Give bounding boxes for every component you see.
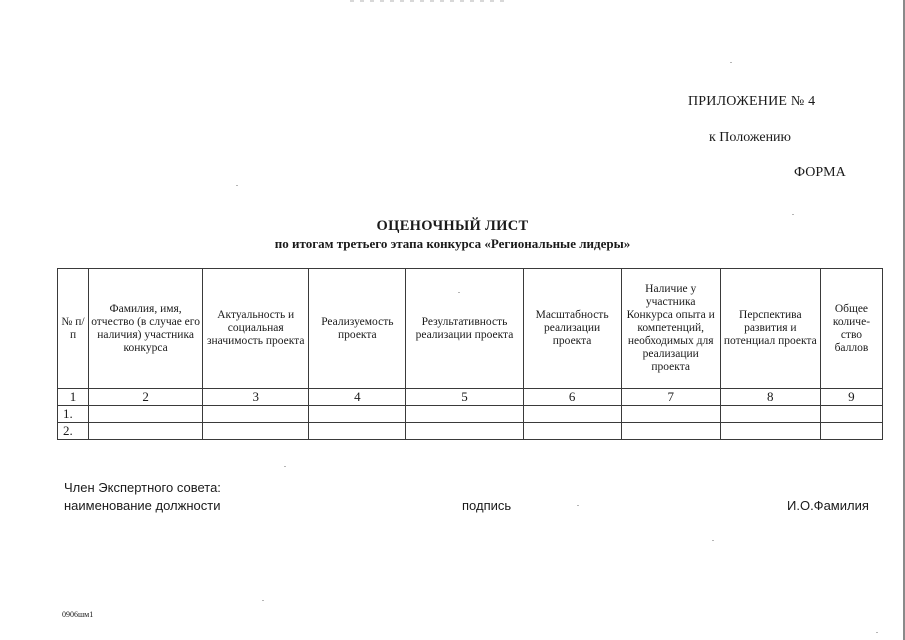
table-cell xyxy=(309,423,406,440)
column-header: Актуальность и социальная значимость проекта xyxy=(203,269,309,389)
column-number: 9 xyxy=(820,389,882,406)
table-row xyxy=(58,406,883,423)
header-row xyxy=(58,269,883,389)
table-cell xyxy=(621,406,720,423)
document-subtitle: по итогам третьего этапа конкурса «Региональные лидеры» xyxy=(274,236,631,251)
row-number: 2. xyxy=(58,423,89,440)
column-header: № п/п xyxy=(58,269,89,389)
scan-speck xyxy=(284,466,286,467)
column-number: 7 xyxy=(621,389,720,406)
form-label: ФОРМА xyxy=(794,165,846,180)
column-number: 5 xyxy=(406,389,523,406)
column-header: Общее количе-ство баллов xyxy=(820,269,882,389)
signature-label: подпись xyxy=(462,498,512,513)
column-number: 3 xyxy=(203,389,309,406)
scan-speck xyxy=(792,214,794,215)
scan-speck xyxy=(712,540,714,541)
scan-speck xyxy=(577,505,579,506)
scan-smudge xyxy=(350,0,510,2)
expert-council-member-label: Член Экспертного совета: xyxy=(64,480,221,495)
position-label: наименование должности xyxy=(64,498,221,513)
document-title: ОЦЕНОЧНЫЙ ЛИСТ xyxy=(376,218,529,234)
evaluation-table xyxy=(57,268,883,440)
table-cell xyxy=(820,406,882,423)
table-cell xyxy=(406,406,523,423)
table-cell xyxy=(621,423,720,440)
regulation-label: к Положению xyxy=(709,130,792,145)
table-cell xyxy=(203,423,309,440)
column-header: Перспектива развития и потенциал проекта xyxy=(720,269,820,389)
scan-speck xyxy=(236,185,238,186)
table-cell xyxy=(203,406,309,423)
column-number: 2 xyxy=(89,389,203,406)
row-number: 1. xyxy=(58,406,89,423)
table-cell xyxy=(89,423,203,440)
column-header: Фамилия, имя, отчество (в случае его наличия) участника конкурса xyxy=(89,269,203,389)
table-row xyxy=(58,423,883,440)
column-header: Масштабность реализации проекта xyxy=(523,269,621,389)
column-number: 6 xyxy=(523,389,621,406)
table-cell xyxy=(89,406,203,423)
column-number: 4 xyxy=(309,389,406,406)
fullname-label: И.О.Фамилия xyxy=(787,498,869,513)
column-header: Реализуемость проекта xyxy=(309,269,406,389)
column-header: Наличие у участника Конкурса опыта и компетенций, необходимых для реализации проекта xyxy=(621,269,720,389)
table-cell xyxy=(406,423,523,440)
table-cell xyxy=(523,423,621,440)
document-code: 0906шм1 xyxy=(62,610,94,619)
scan-speck xyxy=(730,62,732,63)
table-cell xyxy=(523,406,621,423)
scan-speck xyxy=(458,292,460,293)
column-number-row xyxy=(58,389,883,406)
scan-speck xyxy=(876,632,878,633)
table-cell xyxy=(720,406,820,423)
table-cell xyxy=(720,423,820,440)
column-header: Результативность реализации проекта xyxy=(406,269,523,389)
column-number: 8 xyxy=(720,389,820,406)
table-cell xyxy=(820,423,882,440)
scan-speck xyxy=(262,600,264,601)
column-number: 1 xyxy=(58,389,89,406)
appendix-label: ПРИЛОЖЕНИЕ № 4 xyxy=(688,94,816,109)
table-cell xyxy=(309,406,406,423)
